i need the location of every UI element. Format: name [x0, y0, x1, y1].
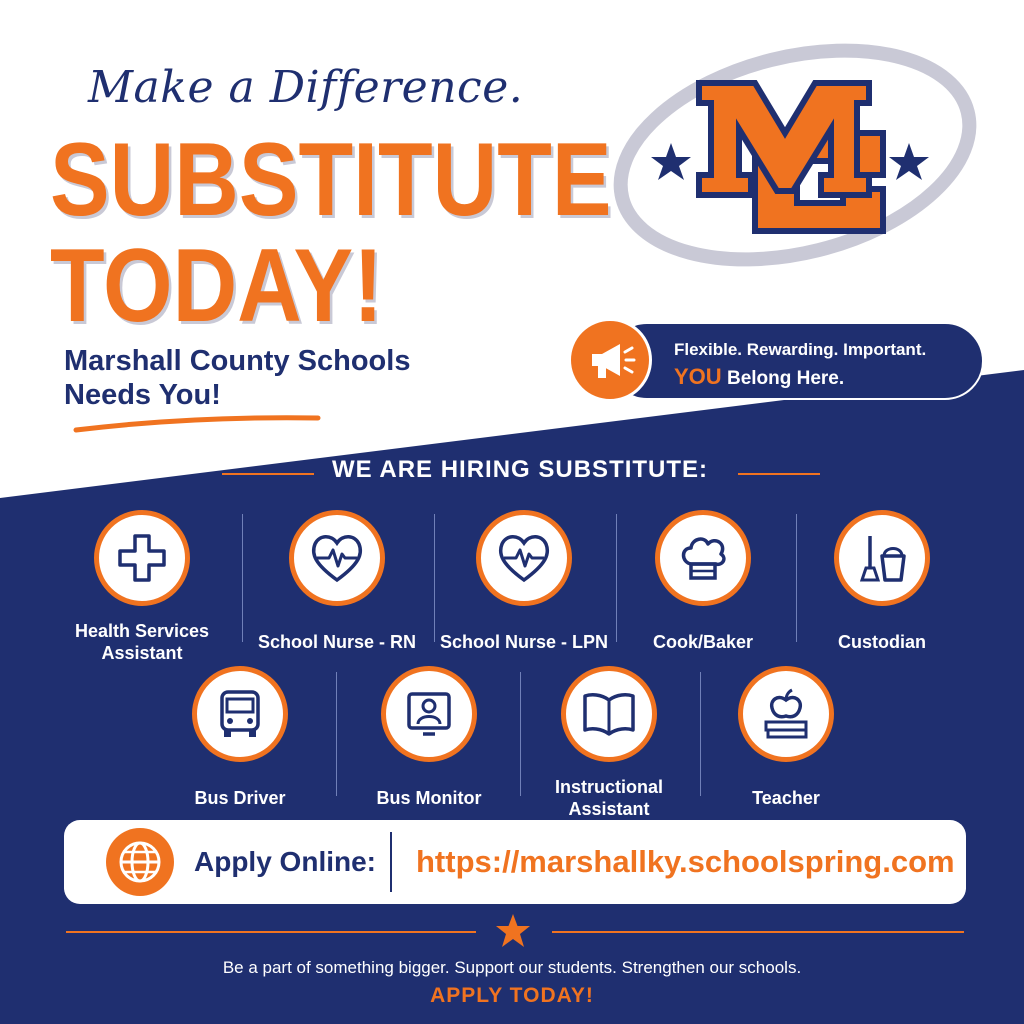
- role-instructional-assistant: [521, 666, 697, 820]
- role-divider: [434, 514, 435, 642]
- role-label: Teacher: [752, 788, 820, 808]
- role-label: Bus Driver: [194, 788, 286, 808]
- monitor-person-icon: [381, 666, 477, 762]
- role-school-nurse-lpn: [436, 510, 612, 664]
- role-health-services-assistant: [54, 510, 230, 664]
- hiring-heading: WE ARE HIRING SUBSTITUTE:: [331, 456, 709, 483]
- role-cook-baker: [615, 510, 791, 664]
- subtitle-line-1: Marshall County Schools: [64, 345, 411, 377]
- role-label: Instructional Assistant: [554, 777, 663, 819]
- heart-pulse-icon: [476, 510, 572, 606]
- tagline-belong: Belong Here.: [721, 368, 845, 389]
- tagline-you: YOU: [674, 364, 722, 389]
- role-custodian: [794, 510, 970, 664]
- tagline-line-1: Flexible. Rewarding. Important.: [674, 340, 927, 359]
- title-substitute: SUBSTITUTE: [50, 122, 612, 238]
- apply-url-link[interactable]: https://marshallky.schoolspring.com: [416, 844, 955, 879]
- role-bus-driver: [152, 666, 328, 820]
- role-label: Bus Monitor: [376, 788, 482, 808]
- role-bus-monitor: [341, 666, 517, 820]
- role-label: School Nurse - RN: [257, 632, 417, 652]
- apple-books-icon: [738, 666, 834, 762]
- tagline-pill: [608, 322, 984, 400]
- chef-hat-icon: [655, 510, 751, 606]
- script-tagline: Make a Difference.: [88, 62, 524, 113]
- footer-rule-right: [552, 931, 964, 933]
- open-book-icon: [561, 666, 657, 762]
- subtitle: [64, 344, 410, 412]
- apply-today-cta: APPLY TODAY!: [430, 984, 594, 1007]
- apply-separator: [390, 832, 392, 892]
- role-label: School Nurse - LPN: [439, 632, 609, 652]
- role-label: Health Services Assistant: [74, 621, 210, 663]
- subtitle-line-2: Needs You!: [64, 379, 221, 411]
- title-today: TODAY!: [50, 228, 384, 344]
- role-school-nurse-rn: [249, 510, 425, 664]
- heart-pulse-icon: [289, 510, 385, 606]
- role-divider: [242, 514, 243, 642]
- mc-logo-icon: [605, 25, 985, 285]
- footer-text: Be a part of something bigger. Support our students. Strengthen our schools.: [222, 958, 802, 977]
- footer-rule-left: [66, 931, 476, 933]
- apply-online-label: Apply Online:: [194, 846, 376, 877]
- tagline-line-2: [674, 364, 982, 390]
- mop-bucket-icon: [834, 510, 930, 606]
- apply-online-bar: [64, 820, 966, 904]
- role-divider: [336, 672, 337, 796]
- role-label: Custodian: [838, 632, 926, 652]
- medical-cross-icon: [94, 510, 190, 606]
- role-teacher: [698, 666, 874, 820]
- role-label: Cook/Baker: [652, 632, 754, 652]
- star-icon: [494, 912, 532, 950]
- heading-rule-right: [738, 473, 820, 475]
- megaphone-icon: [568, 318, 652, 402]
- orange-underline: [72, 410, 322, 436]
- bus-icon: [192, 666, 288, 762]
- hiring-heading-row: [0, 456, 1024, 490]
- globe-icon: [106, 828, 174, 896]
